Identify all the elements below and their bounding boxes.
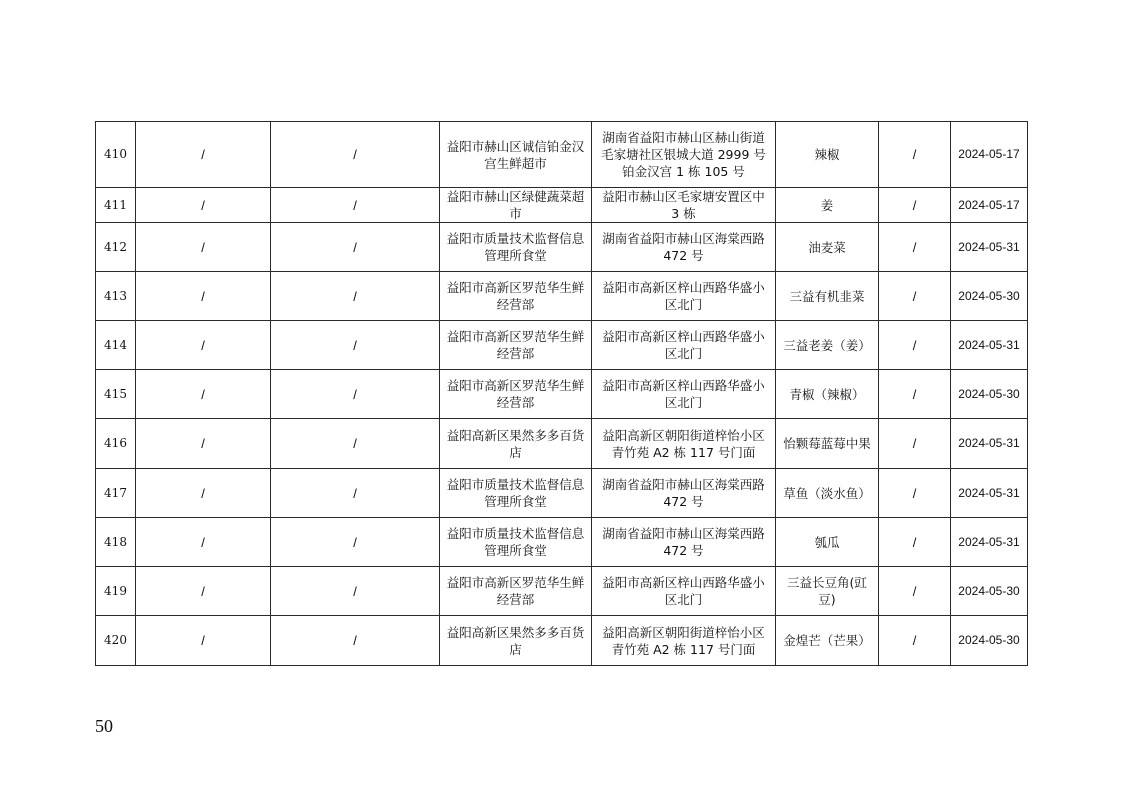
cell-col2: /	[136, 469, 271, 518]
cell-col3: /	[271, 122, 440, 188]
page-number: 50	[95, 716, 113, 736]
cell-date: 2024-05-31	[951, 518, 1028, 567]
cell-date: 2024-05-17	[951, 122, 1028, 188]
cell-serial-number: 411	[96, 188, 136, 223]
cell-food-name: 油麦菜	[776, 223, 879, 272]
table-row	[96, 272, 1028, 321]
cell-business-name: 益阳市质量技术监督信息管理所食堂	[440, 518, 592, 567]
cell-date: 2024-05-31	[951, 469, 1028, 518]
cell-col8: /	[879, 616, 951, 666]
cell-date: 2024-05-30	[951, 567, 1028, 616]
table-row	[96, 616, 1028, 666]
cell-date: 2024-05-17	[951, 188, 1028, 223]
cell-date: 2024-05-31	[951, 419, 1028, 469]
cell-business-address: 益阳高新区朝阳街道梓怡小区青竹苑 A2 栋 117 号门面	[592, 419, 776, 469]
cell-col3: /	[271, 223, 440, 272]
cell-business-name: 益阳市高新区罗范华生鲜经营部	[440, 321, 592, 370]
cell-food-name: 三益老姜（姜）	[776, 321, 879, 370]
cell-business-name: 益阳市高新区罗范华生鲜经营部	[440, 567, 592, 616]
cell-business-address: 益阳市赫山区毛家塘安置区中 3 栋	[592, 188, 776, 223]
cell-col2: /	[136, 223, 271, 272]
cell-food-name: 三益有机韭菜	[776, 272, 879, 321]
cell-col2: /	[136, 370, 271, 419]
cell-col8: /	[879, 188, 951, 223]
cell-serial-number: 418	[96, 518, 136, 567]
cell-col8: /	[879, 321, 951, 370]
cell-business-address: 湖南省益阳市赫山区海棠西路 472 号	[592, 469, 776, 518]
cell-business-name: 益阳市赫山区诚信铂金汉宫生鲜超市	[440, 122, 592, 188]
cell-col2: /	[136, 419, 271, 469]
cell-food-name: 辣椒	[776, 122, 879, 188]
cell-business-address: 湖南省益阳市赫山区海棠西路 472 号	[592, 518, 776, 567]
cell-serial-number: 415	[96, 370, 136, 419]
cell-serial-number: 416	[96, 419, 136, 469]
cell-col2: /	[136, 122, 271, 188]
cell-col3: /	[271, 272, 440, 321]
cell-col2: /	[136, 188, 271, 223]
cell-col2: /	[136, 321, 271, 370]
cell-date: 2024-05-30	[951, 616, 1028, 666]
cell-business-name: 益阳市质量技术监督信息管理所食堂	[440, 469, 592, 518]
table-row	[96, 370, 1028, 419]
cell-business-address: 益阳市高新区梓山西路华盛小区北门	[592, 321, 776, 370]
cell-food-name: 姜	[776, 188, 879, 223]
cell-date: 2024-05-31	[951, 321, 1028, 370]
cell-business-address: 湖南省益阳市赫山区赫山街道毛家塘社区银城大道 2999 号铂金汉宫 1 栋 105 号	[592, 122, 776, 188]
cell-food-name: 青椒（辣椒）	[776, 370, 879, 419]
table-body	[96, 122, 1028, 666]
cell-business-name: 益阳市高新区罗范华生鲜经营部	[440, 370, 592, 419]
table-row	[96, 122, 1028, 188]
cell-serial-number: 417	[96, 469, 136, 518]
table-row	[96, 419, 1028, 469]
cell-business-address: 益阳高新区朝阳街道梓怡小区青竹苑 A2 栋 117 号门面	[592, 616, 776, 666]
cell-col8: /	[879, 419, 951, 469]
cell-col3: /	[271, 469, 440, 518]
cell-col3: /	[271, 370, 440, 419]
cell-col8: /	[879, 469, 951, 518]
cell-serial-number: 413	[96, 272, 136, 321]
cell-col2: /	[136, 518, 271, 567]
table-row	[96, 188, 1028, 223]
cell-business-name: 益阳高新区果然多多百货店	[440, 616, 592, 666]
cell-food-name: 草鱼（淡水鱼）	[776, 469, 879, 518]
cell-business-address: 益阳市高新区梓山西路华盛小区北门	[592, 272, 776, 321]
cell-col8: /	[879, 567, 951, 616]
cell-col3: /	[271, 188, 440, 223]
cell-business-address: 益阳市高新区梓山西路华盛小区北门	[592, 370, 776, 419]
table-row	[96, 469, 1028, 518]
cell-serial-number: 414	[96, 321, 136, 370]
cell-col8: /	[879, 518, 951, 567]
cell-col3: /	[271, 321, 440, 370]
cell-date: 2024-05-30	[951, 370, 1028, 419]
cell-col3: /	[271, 419, 440, 469]
cell-col8: /	[879, 122, 951, 188]
cell-col2: /	[136, 616, 271, 666]
cell-col3: /	[271, 567, 440, 616]
cell-col3: /	[271, 518, 440, 567]
cell-serial-number: 410	[96, 122, 136, 188]
cell-col2: /	[136, 272, 271, 321]
cell-business-address: 湖南省益阳市赫山区海棠西路 472 号	[592, 223, 776, 272]
cell-col8: /	[879, 272, 951, 321]
cell-col3: /	[271, 616, 440, 666]
cell-serial-number: 419	[96, 567, 136, 616]
cell-food-name: 金煌芒（芒果）	[776, 616, 879, 666]
cell-col8: /	[879, 223, 951, 272]
cell-food-name: 三益长豆角(豇豆)	[776, 567, 879, 616]
cell-food-name: 怡颗莓蓝莓中果	[776, 419, 879, 469]
table-row	[96, 518, 1028, 567]
cell-date: 2024-05-30	[951, 272, 1028, 321]
cell-col8: /	[879, 370, 951, 419]
cell-date: 2024-05-31	[951, 223, 1028, 272]
cell-serial-number: 420	[96, 616, 136, 666]
cell-business-address: 益阳市高新区梓山西路华盛小区北门	[592, 567, 776, 616]
cell-business-name: 益阳高新区果然多多百货店	[440, 419, 592, 469]
cell-business-name: 益阳市赫山区绿健蔬菜超市	[440, 188, 592, 223]
table-row	[96, 223, 1028, 272]
cell-food-name: 瓠瓜	[776, 518, 879, 567]
table-row	[96, 321, 1028, 370]
cell-business-name: 益阳市质量技术监督信息管理所食堂	[440, 223, 592, 272]
cell-serial-number: 412	[96, 223, 136, 272]
table-row	[96, 567, 1028, 616]
cell-col2: /	[136, 567, 271, 616]
cell-business-name: 益阳市高新区罗范华生鲜经营部	[440, 272, 592, 321]
sampling-results-table	[95, 121, 1028, 666]
